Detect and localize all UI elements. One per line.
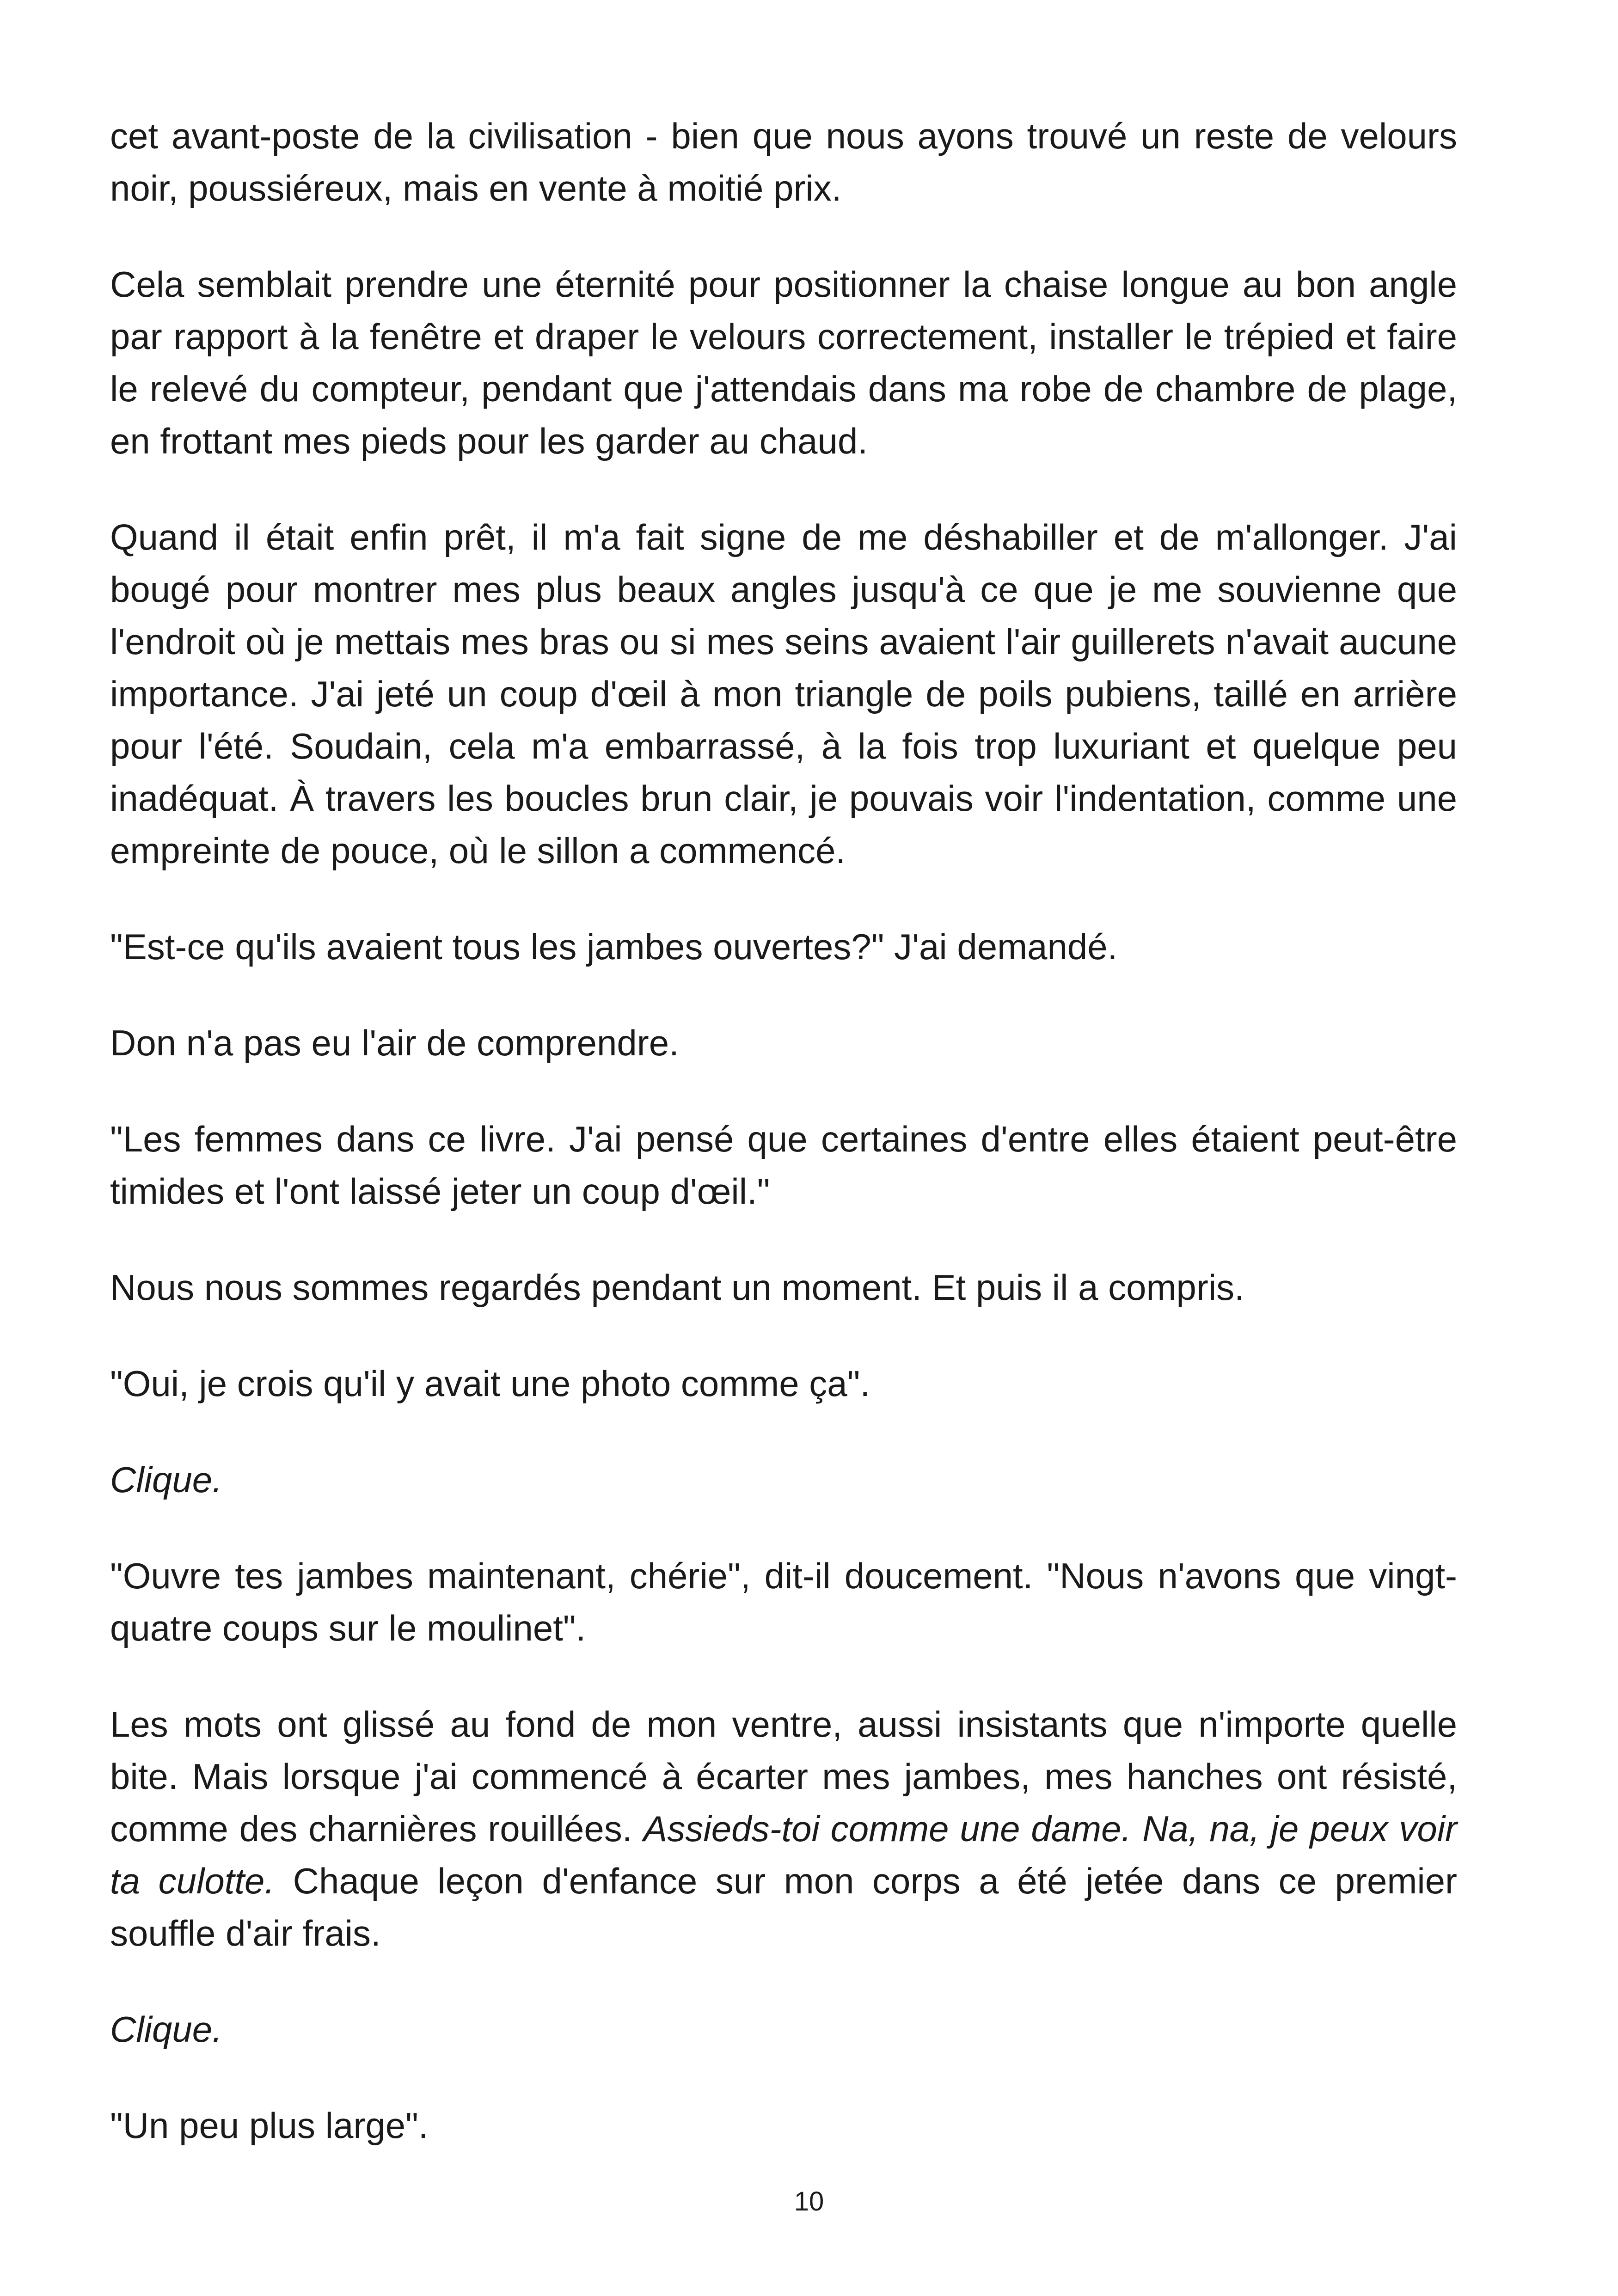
paragraph-4: "Est-ce qu'ils avaient tous les jambes ouvertes?" J'ai demandé.	[110, 926, 1118, 967]
italic-clique-2: Clique.	[110, 2009, 222, 2050]
paragraph-8: "Oui, je crois qu'il y avait une photo comme ça".	[110, 1363, 870, 1404]
page-number: 10	[794, 2186, 824, 2216]
paragraph-2: Cela semblait prendre une éternité pour positionner la chaise longue au bon angle par rapport à la fenêtre et draper le velours correctement, installer le trépied et faire le relevé du compteur, pendant que j'attendais dans ma robe de chambre de plage, en frottant mes pieds pour les garder au chaud.	[110, 264, 1457, 461]
paragraph-12	[110, 2003, 1457, 2056]
paragraph-11-part-2: Chaque leçon d'enfance sur mon corps a été jetée dans ce premier souffle d'air frais.	[110, 1861, 1457, 1953]
paragraph-11-part-1: Les mots ont glissé au fond de mon ventre, aussi insistants que n'importe quelle bite. Mais lorsque j'ai commencé à écarter mes jambes, mes hanches ont résisté, comme des charnières rouillées.	[110, 1704, 1457, 1849]
paragraph-11-italic: Assieds-toi comme une dame. Na, na, je peux voir ta culotte.	[110, 1808, 1458, 1901]
paragraph-7: Nous nous sommes regardés pendant un moment. Et puis il a compris.	[110, 1267, 1244, 1308]
paragraph-13: "Un peu plus large".	[110, 2105, 429, 2146]
italic-clique-1: Clique.	[110, 1459, 222, 1500]
paragraph-6: "Les femmes dans ce livre. J'ai pensé que certaines d'entre elles étaient peut-être timides et l'ont laissé jeter un coup d'œil."	[110, 1119, 1457, 1212]
paragraph-3: Quand il était enfin prêt, il m'a fait signe de me déshabiller et de m'allonger. J'ai bougé pour montrer mes plus beaux angles jusqu'à ce que je me souvienne que l'endroit où je mettais mes bras ou si mes seins avaient l'air guillerets n'avait aucune importance. J'ai jeté un coup d'œil à mon triangle de poils pubiens, taillé en arrière pour l'été. Soudain, cela m'a embarrassé, à la fois trop luxuriant et quelque peu inadéquat. À travers les boucles brun clair, je pouvais voir l'indentation, comme une empreinte de pouce, où le sillon a commencé.	[110, 517, 1457, 871]
paragraph-10: "Ouvre tes jambes maintenant, chérie", dit-il doucement. "Nous n'avons que vingt-quatre coups sur le moulinet".	[110, 1555, 1457, 1648]
paragraph-9	[110, 1454, 1457, 1506]
paragraph-1: cet avant-poste de la civilisation - bien que nous ayons trouvé un reste de velours noir, poussiéreux, mais en vente à moitié prix.	[110, 116, 1457, 208]
paragraph-11	[110, 1698, 1457, 1959]
body-text	[110, 110, 1457, 2196]
paragraph-5: Don n'a pas eu l'air de comprendre.	[110, 1022, 679, 1063]
